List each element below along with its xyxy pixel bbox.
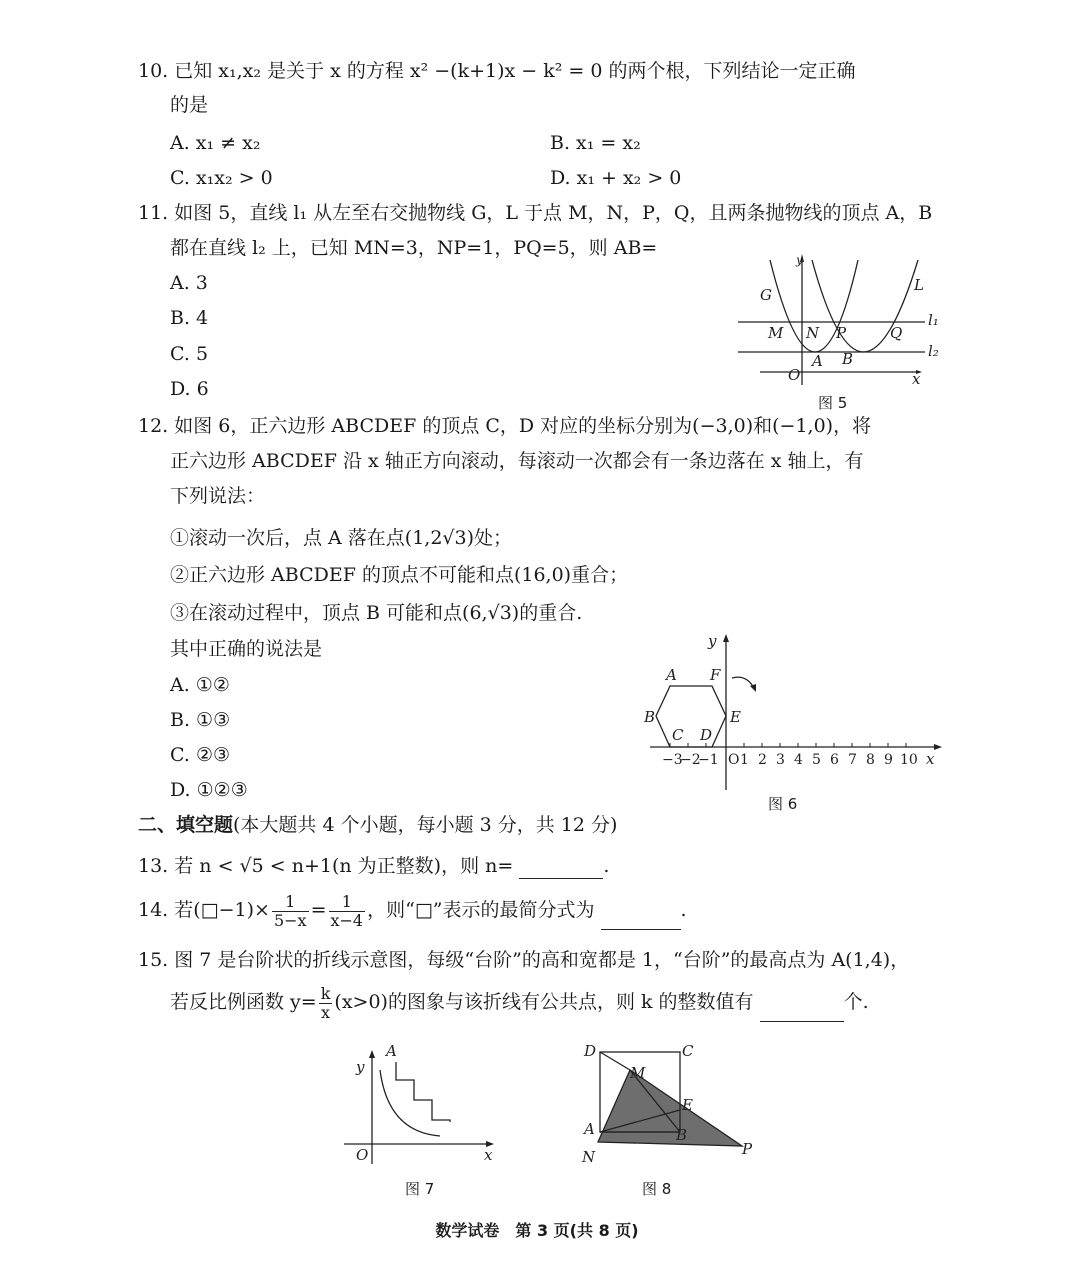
q10-option-b: B. x₁ = x₂ [550,132,641,154]
fig6-hexagon [656,686,726,747]
figure-6 [640,630,950,795]
q15-stem-line2 [170,982,869,1022]
q14-post: ，则“□”表示的最简分式为 [367,899,595,921]
q11-option-a: A. 3 [170,272,208,294]
fig6-label-o: O [728,752,740,768]
q15-fraction [319,985,333,1022]
fig6-tick-label: 10 [900,752,918,768]
fig6-tick-label: 2 [758,752,767,768]
q14-fraction-1 [272,893,309,930]
fig6-tick-label: 6 [830,752,839,768]
fig7-label-o: O [356,1146,369,1164]
q13-answer-blank[interactable] [519,878,603,879]
q12-option-c: C. ②③ [170,744,231,766]
q14-fraction-2 [329,893,366,930]
q10-stem-line2: 的是 [170,94,209,116]
fig5-label-o: O [788,366,801,384]
q10-option-d: D. x₁ + x₂ > 0 [550,167,682,189]
fig8-label-p: P [742,1140,753,1158]
q11-option-d: D. 6 [170,378,209,400]
fig6-label-c: C [672,726,684,744]
section-2-note: (本大题共 4 个小题，每小题 3 分，共 12 分) [233,814,618,836]
fig7-label-x: x [484,1146,493,1164]
fig8-label-b: B [676,1126,688,1144]
q10-stem-line1: 10. 已知 x₁,x₂ 是关于 x 的方程 x² −(k+1)x − k² = 0 的两个根，下列结论一定正确 [138,60,856,82]
q14-end: . [680,899,687,921]
fig5-label-a: A [812,352,823,370]
q15-stem-line1: 15. 图 7 是台阶状的折线示意图，每级“台阶”的高和宽都是 1，“台阶”的最高点为 A(1,4)， [138,949,910,971]
q12-stem-line1: 12. 如图 6，正六边形 ABCDEF 的顶点 C，D 对应的坐标分别为(−3,0)和(−1,0)，将 [138,415,872,437]
fig5-label-l1: l₁ [928,311,939,329]
q14-f2-numerator: 1 [329,893,366,912]
fig7-label-a: A [386,1042,397,1060]
q11-stem-line2: 都在直线 l₂ 上，已知 MN=3，NP=1，PQ=5，则 AB= [170,237,658,259]
fig8-label-c: C [682,1042,694,1060]
q10-option-a: A. x₁ ≠ x₂ [170,132,261,154]
fig6-tick-label: −2 [680,752,701,768]
q15-answer-blank[interactable] [760,1021,844,1022]
q15-end: 个. [843,991,869,1013]
q14-f1-numerator: 1 [272,893,309,912]
figure-8 [578,1038,758,1168]
fig6-tick-label: 5 [812,752,821,768]
fig5-label-m: M [768,324,784,342]
fig6-label-f: F [710,666,721,684]
fig6-tick-label: 8 [866,752,875,768]
section-2-heading [138,812,617,838]
q11-stem-line1: 11. 如图 5，直线 l₁ 从左至右交抛物线 G，L 于点 M，N，P，Q，且两条抛物线的顶点 A，B [138,202,933,224]
q15-line2-pre: 若反比例函数 y= [170,991,317,1013]
fig6-label-x: x [926,750,935,768]
fig7-label-y: y [356,1058,365,1076]
fig8-triangle [598,1070,742,1146]
q10-option-c: C. x₁x₂ > 0 [170,167,273,189]
fig8-label-d: D [584,1042,597,1060]
fig5-label-x: x [912,370,921,388]
q15-f-numerator: k [320,983,331,1003]
q14-pre: 14. 若(□−1)× [138,899,270,921]
fig5-caption: 图 5 [818,394,848,412]
q12-option-a: A. ①② [170,674,230,696]
fig5-label-g: G [760,286,772,304]
q14-equals: = [310,899,327,921]
fig5-label-l: L [914,276,924,294]
fig8-caption: 图 8 [642,1180,672,1198]
q12-stem-line3: 下列说法： [170,485,266,507]
section-2-title: 二、填空题 [138,814,234,836]
q12-statement-2: ②正六边形 ABCDEF 的顶点不可能和点(16,0)重合； [170,564,629,586]
fig6-label-d: D [700,726,713,744]
fig8-label-e: E [682,1096,693,1114]
q11-option-c: C. 5 [170,343,209,365]
fig5-label-p: P [836,324,847,342]
q11-option-b: B. 4 [170,307,209,329]
fig5-label-q: Q [890,324,903,342]
q13-text: 13. 若 n < √5 < n+1(n 为正整数)，则 n= [138,855,514,877]
q12-prompt: 其中正确的说法是 [170,638,323,660]
fig6-tick-label: −1 [698,752,719,768]
fig5-label-l2: l₂ [928,342,939,360]
figure-7 [340,1040,500,1170]
fig8-label-a: A [584,1120,595,1138]
fig6-tick-label: −3 [662,752,683,768]
fig6-label-e: E [730,708,741,726]
fig7-caption: 图 7 [405,1180,435,1198]
fig6-label-a: A [666,666,677,684]
q14-answer-blank[interactable] [601,929,681,930]
q13-end: . [603,855,610,877]
fig6-tick-label: 9 [884,752,893,768]
q12-stem-line2: 正六边形 ABCDEF 沿 x 轴正方向滚动，每滚动一次都会有一条边落在 x 轴上，有 [170,450,864,472]
fig8-label-n: N [582,1148,596,1166]
fig6-tick-label: 4 [794,752,803,768]
q15-f-denominator: x [321,1002,331,1022]
fig6-caption: 图 6 [768,795,798,813]
q14-stem [138,890,687,930]
fig5-label-b: B [842,350,854,368]
page-footer: 数学试卷 第 3 页(共 8 页) [435,1221,639,1240]
fig6-tick-label: 3 [776,752,785,768]
fig5-label-y: y [796,253,803,267]
fig6-label-y: y [708,632,717,650]
figure-5 [730,250,950,390]
q14-f1-denominator: 5−x [273,910,307,930]
fig6-tick-label: 1 [740,752,749,768]
q12-statement-1: ①滚动一次后，点 A 落在点(1,2√3)处； [170,527,513,549]
fig5-label-n: N [806,324,820,342]
fig7-staircase [396,1062,450,1122]
q15-line2-post: (x>0)的图象与该折线有公共点，则 k 的整数值有 [334,991,754,1013]
q12-option-b: B. ①③ [170,709,231,731]
q13-stem [138,853,609,879]
fig8-label-m: M [630,1064,646,1082]
fig6-tick-label: 7 [848,752,857,768]
q14-f2-denominator: x−4 [330,910,364,930]
q12-option-d: D. ①②③ [170,779,248,801]
fig6-label-b: B [644,708,656,726]
q12-statement-3: ③在滚动过程中，顶点 B 可能和点(6,√3)的重合. [170,602,583,624]
